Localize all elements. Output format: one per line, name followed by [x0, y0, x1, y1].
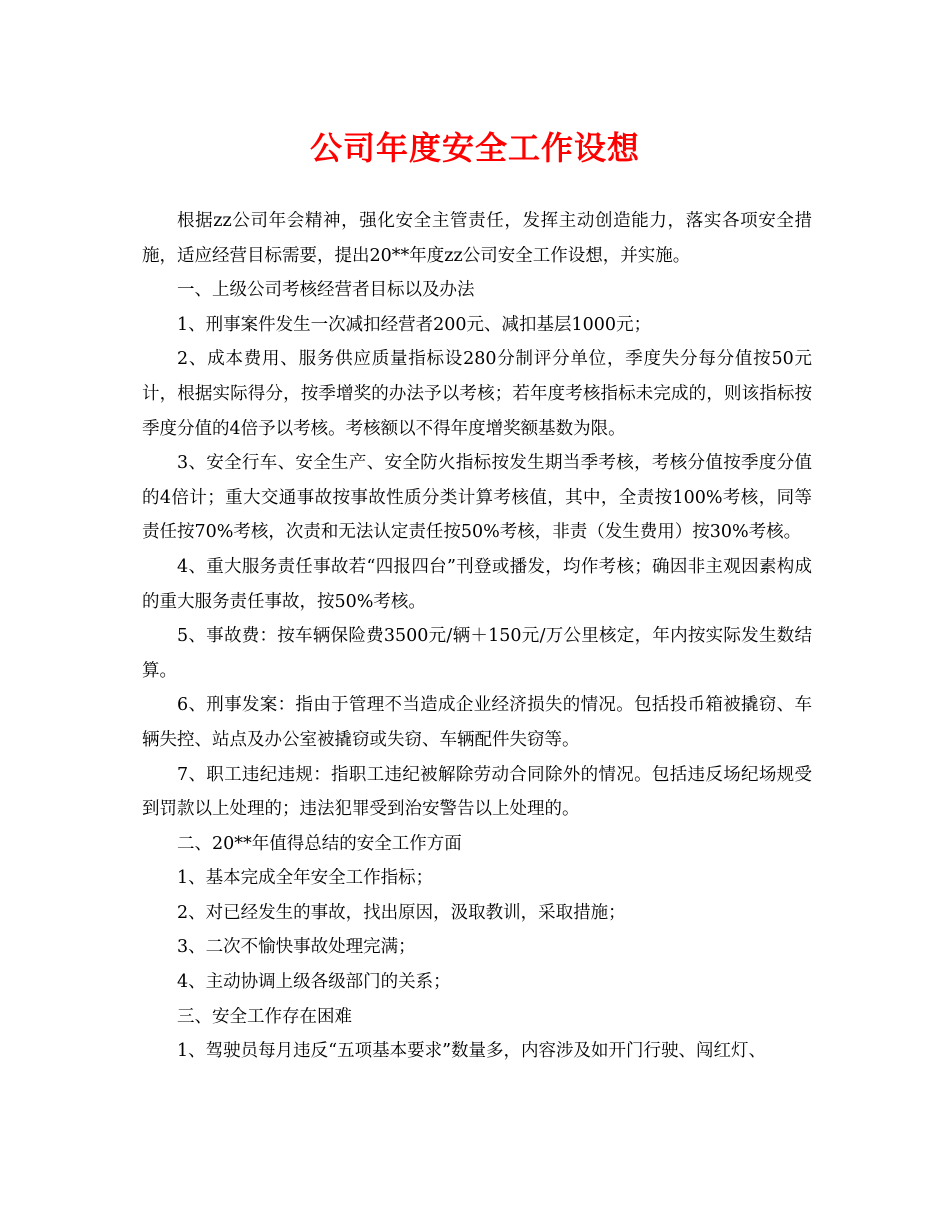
list-item: 7、职工违纪违规：指职工违纪被解除劳动合同除外的情况。包括违反场纪场规受到罚款以上处理的；违法犯罪受到治安警告以上处理的。 — [142, 764, 812, 820]
list-item: 1、刑事案件发生一次减扣经营者200元、减扣基层1000元； — [177, 314, 652, 335]
list-item: 1、驾驶员每月违反“五项基本要求”数量多，内容涉及如开门行驶、闯红灯、 — [177, 1041, 767, 1062]
document-title: 公司年度安全工作设想 — [309, 129, 640, 167]
list-item: 2、对已经发生的事故，找出原因，汲取教训，采取措施； — [177, 902, 626, 923]
section-heading: 一、上级公司考核经营者目标以及办法 — [177, 280, 475, 301]
document-body — [142, 204, 812, 1069]
list-item: 3、二次不愉快事故处理完满； — [177, 937, 416, 958]
list-item: 1、基本完成全年安全工作指标； — [177, 868, 434, 889]
section-heading: 二、20**年值得总结的安全工作方面 — [177, 833, 462, 854]
list-item: 5、事故费：按车辆保险费3500元/辆＋150元/万公里核定，年内按实际发生数结算。 — [142, 626, 812, 681]
list-item: 6、刑事发案：指由于管理不当造成企业经济损失的情况。包括投币箱被撬窃、车辆失控、站点及办公室被撬窃或失窃、车辆配件失窃等。 — [142, 695, 812, 750]
section-heading: 三、安全工作存在困难 — [177, 1006, 352, 1027]
list-item: 4、主动协调上级各级部门的关系； — [177, 972, 451, 993]
list-item: 2、成本费用、服务供应质量指标设280分制评分单位，季度失分每分值按50元计，根据实际得分，按季增奖的办法予以考核；若年度考核指标未完成的，则该指标按季度分值的4倍予以考核。考核额以不得年度增奖额基数为限。 — [142, 349, 812, 439]
list-item: 3、安全行车、安全生产、安全防火指标按发生期当季考核，考核分值按季度分值的4倍计；重大交通事故按事故性质分类计算考核值，其中，全责按100%考核，同等责任按70%考核，次责和无法认定责任按50%考核，非责（发生费用）按30%考核。 — [142, 453, 812, 543]
list-item: 4、重大服务责任事故若“四报四台”刊登或播发，均作考核；确因非主观因素构成的重大服务责任事故，按50%考核。 — [142, 556, 812, 612]
paragraph: 根据zz公司年会精神，强化安全主管责任，发挥主动创造能力，落实各项安全措施，适应经营目标需要，提出20**年度zz公司安全工作设想，并实施。 — [142, 211, 812, 266]
